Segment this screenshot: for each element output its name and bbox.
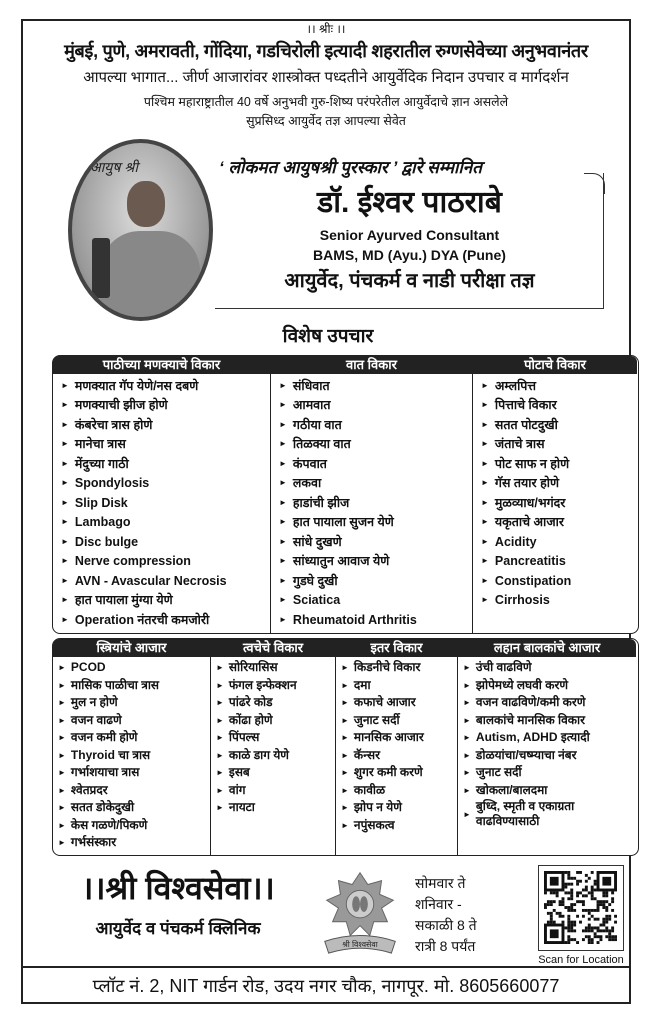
list-item (216, 659, 335, 677)
item-text: Acidity (494, 534, 537, 549)
bullet-arrow-icon: ► (481, 400, 489, 410)
list-item (61, 532, 270, 552)
list-item (279, 474, 472, 494)
item-text: बुध्दि, स्मृती व एकाग्रता वाढविण्यासाठी (475, 799, 575, 828)
list-item (61, 415, 270, 435)
list-item (216, 729, 335, 747)
bullet-arrow-icon: ► (341, 768, 349, 778)
list-item (341, 694, 457, 712)
list-item (481, 454, 637, 474)
bullet-arrow-icon: ► (279, 458, 287, 468)
item-text: नायटा (228, 800, 255, 815)
list-item (279, 454, 472, 474)
item-text: जंताचे त्रास (494, 437, 545, 452)
item-text: Constipation (494, 573, 572, 588)
item-text: Slip Disk (74, 495, 128, 510)
address-footer: प्लॉट नं. 2, NIT गार्डन रोड, उदय नगर चौक, नागपूर. मो. 8605660077 (23, 966, 629, 1004)
list-item (463, 694, 636, 712)
bullet-arrow-icon: ► (481, 380, 489, 390)
bullet-arrow-icon: ► (216, 785, 224, 795)
list-item (216, 677, 335, 695)
bullet-arrow-icon: ► (61, 517, 69, 527)
list-item (481, 474, 637, 494)
list-item (61, 591, 270, 611)
item-text: शुगर कमी करणे (353, 765, 423, 780)
item-text: Nerve compression (74, 554, 191, 569)
item-text: खोकला/बालदमा (475, 782, 548, 797)
list-item (463, 677, 636, 695)
list-item (481, 435, 637, 455)
treatments-table-2 (52, 638, 639, 856)
invocation: ।। श्रीः ।। (306, 22, 346, 36)
list-item (463, 799, 636, 829)
treatment-column (53, 356, 271, 633)
item-text: डोळयांचा/चष्म्याचा नंबर (475, 747, 577, 762)
list-item (279, 552, 472, 572)
list-item (279, 571, 472, 591)
doctor-degrees: BAMS, MD (Ayu.) DYA (Pune) (313, 247, 506, 263)
item-text: झोपेमध्ये लघवी करणे (475, 677, 569, 692)
award-text: ‘ लोकमत आयुषश्री पुरस्कार ’ द्वारे सम्मानित (219, 158, 482, 177)
treatment-column (473, 356, 637, 633)
item-text: बालकांचे मानसिक विकार (475, 712, 586, 727)
treatment-list (336, 657, 457, 834)
intro-line: पश्चिम महाराष्ट्रातील 40 वर्षे अनुभवी गुरु-शिष्य परंपरेतील आयुर्वेदाचे ज्ञान असलेले (143, 95, 509, 109)
item-text: सतत पोटदुखी (494, 417, 558, 432)
bullet-arrow-icon: ► (58, 820, 66, 830)
item-text: उंची वाढविणे (475, 660, 532, 675)
item-text: जुनाट सर्दी (475, 765, 522, 780)
list-item (481, 552, 637, 572)
bullet-arrow-icon: ► (481, 458, 489, 468)
item-text: पांढरे कोड (228, 695, 273, 710)
list-item (279, 376, 472, 396)
bullet-arrow-icon: ► (61, 614, 69, 624)
doctor-photo (68, 139, 213, 321)
bullet-arrow-icon: ► (61, 556, 69, 566)
list-item (61, 552, 270, 572)
bullet-arrow-icon: ► (279, 439, 287, 449)
list-item (481, 591, 637, 611)
item-text: गॅस तयार होणे (494, 476, 559, 491)
bullet-arrow-icon: ► (216, 768, 224, 778)
clinic-hours (415, 873, 477, 957)
bullet-arrow-icon: ► (279, 419, 287, 429)
item-text: गर्भाशयाचा त्रास (70, 765, 140, 780)
bullet-arrow-icon: ► (481, 536, 489, 546)
list-item (341, 782, 457, 800)
list-item (481, 513, 637, 533)
treatments-table-1 (52, 355, 639, 634)
item-text: सांध्यातुन आवाज येणे (292, 554, 390, 569)
bullet-arrow-icon: ► (463, 750, 471, 760)
bullet-arrow-icon: ► (58, 803, 66, 813)
list-item (341, 764, 457, 782)
treatment-column (53, 639, 211, 855)
item-text: फंगल इन्फेक्शन (228, 677, 297, 692)
list-item (58, 659, 210, 677)
list-item (279, 493, 472, 513)
list-item (279, 591, 472, 611)
item-text: AVN - Avascular Necrosis (74, 573, 227, 588)
item-text: Disc bulge (74, 534, 139, 549)
hours-line: सोमवार ते (415, 875, 466, 891)
bullet-arrow-icon: ► (216, 733, 224, 743)
list-item (58, 764, 210, 782)
item-text: गुडघे दुखी (292, 573, 338, 588)
item-text: वजन वाढविणे/कमी करणे (475, 695, 586, 710)
item-text: जुनाट सर्दी (353, 712, 400, 727)
bullet-arrow-icon: ► (481, 595, 489, 605)
bullet-arrow-icon: ► (61, 400, 69, 410)
list-item (481, 415, 637, 435)
bullet-arrow-icon: ► (341, 733, 349, 743)
bullet-arrow-icon: ► (279, 497, 287, 507)
item-text: Operation नंतरची कमजोरी (74, 612, 210, 627)
list-item (481, 376, 637, 396)
photo-logo: आयुष श्री (90, 159, 138, 175)
column-heading: इतर विकार (336, 639, 457, 657)
item-text: मुळव्याध/भगंदर (494, 495, 566, 510)
list-item (481, 532, 637, 552)
item-text: कावीळ (353, 782, 386, 797)
item-text: संधिवात (292, 378, 330, 393)
item-text: हाडांची झीज (292, 495, 350, 510)
treatment-column (271, 356, 473, 633)
item-text: लकवा (292, 476, 322, 491)
treatment-list (473, 374, 637, 610)
item-text: नपुंसकत्व (353, 817, 395, 832)
list-item (61, 454, 270, 474)
item-text: सोरियासिस (228, 660, 278, 675)
bullet-arrow-icon: ► (463, 785, 471, 795)
item-text: दमा (353, 677, 371, 692)
qr-caption: Scan for Location (538, 954, 624, 966)
bullet-arrow-icon: ► (463, 733, 471, 743)
item-text: मुल न होणे (70, 695, 118, 710)
list-item (216, 712, 335, 730)
treatment-column (211, 639, 336, 855)
bullet-arrow-icon: ► (279, 400, 287, 410)
item-text: काळे डाग येणे (228, 747, 289, 762)
item-text: यकृताचे आजार (494, 515, 564, 530)
bullet-arrow-icon: ► (279, 478, 287, 488)
item-text: Thyroid चा त्रास (70, 747, 151, 762)
qr-code-icon (544, 871, 617, 944)
bullet-arrow-icon: ► (58, 733, 66, 743)
bullet-arrow-icon: ► (58, 838, 66, 848)
item-text: मेंदुच्या गाठी (74, 456, 129, 471)
item-text: मासिक पाळीचा त्रास (70, 677, 160, 692)
item-text: कफाचे आजार (353, 695, 416, 710)
clinic-emblem-icon (318, 861, 403, 959)
item-text: श्वेतप्रदर (70, 782, 108, 797)
bullet-arrow-icon: ► (58, 750, 66, 760)
treatment-column (458, 639, 636, 855)
item-text: वजन वाढणे (70, 712, 122, 727)
treatment-list (211, 657, 335, 817)
treatment-list (53, 657, 210, 852)
doctor-name: डॉ. ईश्वर पाठराबे (317, 186, 502, 219)
bullet-arrow-icon: ► (341, 803, 349, 813)
bullet-arrow-icon: ► (216, 680, 224, 690)
list-item (58, 694, 210, 712)
bullet-arrow-icon: ► (61, 458, 69, 468)
treatment-column (336, 639, 458, 855)
hours-line: शनिवार - (415, 896, 462, 912)
bullet-arrow-icon: ► (279, 517, 287, 527)
list-item (341, 712, 457, 730)
list-item (481, 571, 637, 591)
doctor-specialty: आयुर्वेद, पंचकर्म व नाडी परीक्षा तज्ञ (284, 270, 535, 292)
bullet-arrow-icon: ► (216, 663, 224, 673)
column-heading: पोटाचे विकार (473, 356, 637, 374)
doctor-head (127, 181, 165, 227)
list-item (216, 799, 335, 817)
list-item (341, 729, 457, 747)
clinic-name: ।।श्री विश्वसेवा।। (81, 870, 275, 906)
item-text: पिंपल्स (228, 730, 260, 745)
bullet-arrow-icon: ► (216, 803, 224, 813)
item-text: अम्लपित्त (494, 378, 537, 393)
column-heading: त्वचेचे विकार (211, 639, 335, 657)
bullet-arrow-icon: ► (481, 478, 489, 488)
bullet-arrow-icon: ► (61, 380, 69, 390)
item-text: सांधे दुखणे (292, 534, 342, 549)
item-text: Autism, ADHD इत्यादी (475, 730, 590, 745)
subheadline: आपल्या भागात... जीर्ण आजारांवर शास्त्रोक्त पध्दतीने आयुर्वेदिक निदान उपचार व मार्गदर्शन (83, 69, 569, 86)
item-text: पोट साफ न होणे (494, 456, 570, 471)
item-text: कॅन्सर (353, 747, 381, 762)
emblem-text: श्री विश्वसेवा (342, 940, 378, 950)
advertisement (21, 19, 631, 1004)
bullet-arrow-icon: ► (341, 820, 349, 830)
item-text: केस गळणे/पिकणे (70, 817, 148, 832)
bullet-arrow-icon: ► (58, 715, 66, 725)
bullet-arrow-icon: ► (463, 663, 471, 673)
list-item (341, 747, 457, 765)
treatment-list (271, 374, 472, 630)
bullet-arrow-icon: ► (481, 439, 489, 449)
list-item (481, 493, 637, 513)
item-text: Cirrhosis (494, 593, 550, 608)
item-text: Sciatica (292, 593, 341, 608)
item-text: किडनीचे विकार (353, 660, 421, 675)
item-text: कंबरेचा त्रास होणे (74, 417, 153, 432)
bullet-arrow-icon: ► (481, 556, 489, 566)
list-item (58, 677, 210, 695)
item-text: मानेचा त्रास (74, 437, 126, 452)
list-item (463, 659, 636, 677)
item-text: तिळक्या वात (292, 437, 351, 452)
doctor-body (100, 231, 200, 321)
item-text: वांग (228, 782, 246, 797)
column-heading: पाठीच्या मणक्याचे विकार (53, 356, 270, 374)
list-item (279, 610, 472, 630)
item-text: मणक्याची झीज होणे (74, 398, 168, 413)
item-text: कोंढा होणे (228, 712, 273, 727)
bullet-arrow-icon: ► (61, 478, 69, 488)
bullet-arrow-icon: ► (341, 663, 349, 673)
hours-line: रात्री 8 पर्यंत (415, 938, 476, 954)
item-text: मानसिक आजार (353, 730, 424, 745)
list-item (61, 513, 270, 533)
bullet-arrow-icon: ► (279, 595, 287, 605)
item-text: पित्ताचे विकार (494, 398, 557, 413)
list-item (61, 376, 270, 396)
treatment-list (458, 657, 636, 829)
bullet-arrow-icon: ► (463, 809, 471, 819)
list-item (463, 729, 636, 747)
list-item (341, 659, 457, 677)
item-text: वजन कमी होणे (70, 730, 138, 745)
list-item (58, 834, 210, 852)
list-item (279, 415, 472, 435)
item-text: इसब (228, 765, 250, 780)
bullet-arrow-icon: ► (341, 698, 349, 708)
bullet-arrow-icon: ► (481, 419, 489, 429)
list-item (58, 747, 210, 765)
list-item (341, 677, 457, 695)
item-text: गठीया वात (292, 417, 342, 432)
bullet-arrow-icon: ► (216, 750, 224, 760)
bullet-arrow-icon: ► (481, 497, 489, 507)
hours-line: सकाळी 8 ते (415, 917, 477, 933)
list-item (481, 396, 637, 416)
list-item (463, 712, 636, 730)
column-heading: वात विकार (271, 356, 472, 374)
list-item (216, 694, 335, 712)
item-text: मणक्यात गॅप येणे/नस दबणे (74, 378, 199, 393)
list-item (341, 817, 457, 835)
bullet-arrow-icon: ► (61, 595, 69, 605)
item-text: PCOD (70, 660, 106, 675)
list-item (216, 764, 335, 782)
bullet-arrow-icon: ► (279, 380, 287, 390)
headline: मुंबई, पुणे, अमरावती, गोंदिया, गडचिरोली इत्यादी शहरातील रुग्णसेवेच्या अनुभवानंतर (64, 41, 588, 61)
bullet-arrow-icon: ► (341, 785, 349, 795)
bullet-arrow-icon: ► (463, 715, 471, 725)
bullet-arrow-icon: ► (58, 768, 66, 778)
item-text: कंपवात (292, 456, 327, 471)
intro-line-2: सुप्रसिध्द आयुर्वेद तज्ञ आपल्या सेवेत (246, 114, 406, 128)
bullet-arrow-icon: ► (58, 680, 66, 690)
clinic-subtitle: आयुर्वेद व पंचकर्म क्लिनिक (95, 919, 261, 938)
list-item (463, 764, 636, 782)
list-item (58, 712, 210, 730)
list-item (61, 396, 270, 416)
list-item (463, 747, 636, 765)
bullet-arrow-icon: ► (216, 715, 224, 725)
item-text: Spondylosis (74, 476, 150, 491)
bullet-arrow-icon: ► (58, 698, 66, 708)
list-item (216, 782, 335, 800)
bullet-arrow-icon: ► (279, 575, 287, 585)
treatment-list (53, 374, 270, 630)
bullet-arrow-icon: ► (463, 768, 471, 778)
list-item (58, 799, 210, 817)
list-item (61, 435, 270, 455)
column-heading: स्त्रियांचे आजार (53, 639, 210, 657)
list-item (216, 747, 335, 765)
bullet-arrow-icon: ► (58, 785, 66, 795)
list-item (279, 532, 472, 552)
bullet-arrow-icon: ► (341, 715, 349, 725)
bullet-arrow-icon: ► (216, 698, 224, 708)
bullet-arrow-icon: ► (481, 517, 489, 527)
item-text: Pancreatitis (494, 554, 566, 569)
bullet-arrow-icon: ► (61, 439, 69, 449)
list-item (61, 474, 270, 494)
item-text: सतत डोकेदुखी (70, 800, 135, 815)
item-text: Rheumatoid Arthritis (292, 612, 417, 627)
bullet-arrow-icon: ► (341, 750, 349, 760)
item-text: झोप न येणे (353, 800, 402, 815)
list-item (463, 782, 636, 800)
list-item (61, 571, 270, 591)
bullet-arrow-icon: ► (58, 663, 66, 673)
list-item (61, 610, 270, 630)
bullet-arrow-icon: ► (463, 680, 471, 690)
bullet-arrow-icon: ► (61, 536, 69, 546)
location-qr-code[interactable] (538, 865, 624, 951)
list-item (279, 435, 472, 455)
special-treatments-heading: विशेष उपचार (282, 326, 374, 347)
bullet-arrow-icon: ► (61, 497, 69, 507)
list-item (61, 493, 270, 513)
list-item (58, 817, 210, 835)
bullet-arrow-icon: ► (279, 556, 287, 566)
item-text: आमवात (292, 398, 331, 413)
item-text: Lambago (74, 515, 131, 530)
list-item (279, 513, 472, 533)
bullet-arrow-icon: ► (279, 614, 287, 624)
doctor-title: Senior Ayurved Consultant (319, 227, 500, 243)
trophy-icon (92, 238, 110, 298)
bullet-arrow-icon: ► (61, 419, 69, 429)
bullet-arrow-icon: ► (341, 680, 349, 690)
list-item (58, 782, 210, 800)
item-text: हात पायाला मुंग्या येणे (74, 593, 173, 608)
item-text: हात पायाला सुजन येणे (292, 515, 394, 530)
item-text: गर्भसंस्कार (70, 835, 117, 850)
list-item (279, 396, 472, 416)
column-heading: लहान बालकांचे आजार (458, 639, 636, 657)
bullet-arrow-icon: ► (279, 536, 287, 546)
list-item (58, 729, 210, 747)
bullet-arrow-icon: ► (61, 575, 69, 585)
bullet-arrow-icon: ► (481, 575, 489, 585)
bullet-arrow-icon: ► (463, 698, 471, 708)
list-item (341, 799, 457, 817)
